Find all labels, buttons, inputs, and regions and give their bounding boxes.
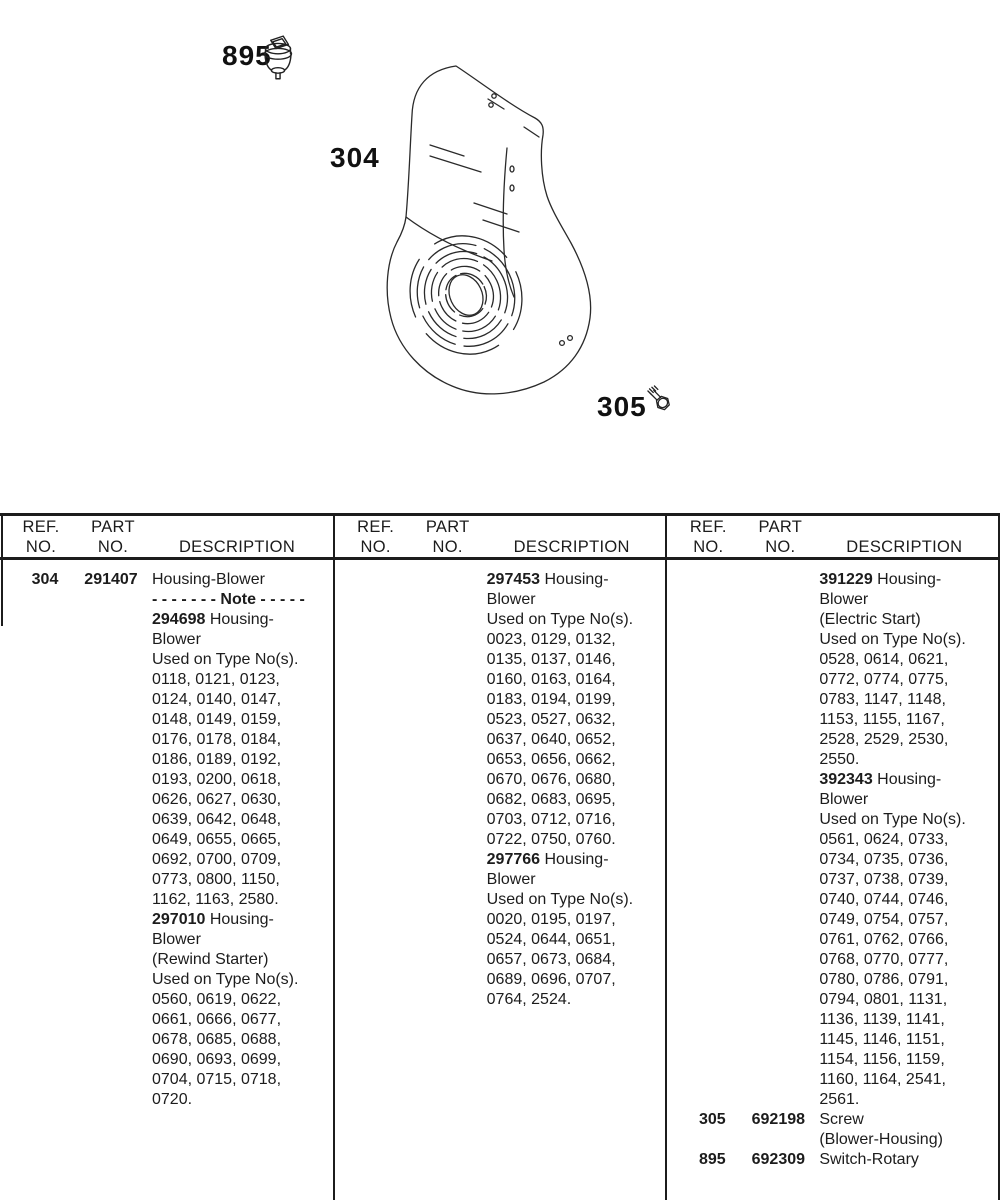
description-line: 0764, 2524. xyxy=(486,991,572,1008)
description-line: (Blower-Housing) xyxy=(819,1131,943,1148)
description-line: Used on Type No(s). xyxy=(152,971,299,988)
description-line: 0561, 0624, 0733, xyxy=(819,831,949,848)
description-header: DESCRIPTION xyxy=(846,538,963,556)
table-column-3 xyxy=(665,516,998,1200)
inline-part-number: 297766 xyxy=(486,851,541,868)
description-line: 0148, 0149, 0159, xyxy=(152,711,282,728)
description-line: 0734, 0735, 0736, xyxy=(819,851,949,868)
description-line: 0626, 0627, 0630, xyxy=(152,791,282,808)
description-line: 0722, 0750, 0760. xyxy=(486,831,616,848)
description-cell xyxy=(487,570,666,1010)
description-header: DESCRIPTION xyxy=(178,538,296,556)
description-line: Screw xyxy=(819,1111,864,1128)
description-line: 2550. xyxy=(819,751,860,768)
callout-304-label: 304 xyxy=(330,142,380,173)
entry-row xyxy=(335,570,666,1010)
description-line: 391229 Housing- xyxy=(819,571,942,588)
description-line: 0560, 0619, 0622, xyxy=(152,991,282,1008)
column-header xyxy=(335,516,666,560)
description-line: Used on Type No(s). xyxy=(819,631,966,648)
callout-895-label: 895 xyxy=(222,40,272,71)
description-line: 0783, 1147, 1148, xyxy=(819,691,946,708)
inline-part-number: 391229 xyxy=(819,571,873,588)
description-line: 0135, 0137, 0146, xyxy=(486,651,616,668)
description-line: 0749, 0754, 0757, xyxy=(819,911,949,928)
description-line: 0637, 0640, 0652, xyxy=(486,731,616,748)
description-line: 0692, 0700, 0709, xyxy=(152,851,282,868)
part-no-header xyxy=(417,517,479,557)
description-line: 0193, 0200, 0618, xyxy=(152,771,282,788)
description-line: 2561. xyxy=(819,1091,860,1108)
description-header: DESCRIPTION xyxy=(513,538,630,556)
description-line: Used on Type No(s). xyxy=(152,651,299,668)
description-line: 0528, 0614, 0621, xyxy=(819,651,949,668)
ref-no-header-line2: NO. xyxy=(693,538,724,556)
part-no-header-line1: PART xyxy=(425,518,470,536)
description-line: 0761, 0762, 0766, xyxy=(819,931,949,948)
description-line: 0794, 0801, 1131, xyxy=(819,991,948,1008)
ref-no-header-line1: REF. xyxy=(22,518,60,536)
description-line: 0768, 0770, 0777, xyxy=(819,951,949,968)
entry-row xyxy=(0,570,333,1110)
description-line: 1162, 1163, 2580. xyxy=(152,891,279,908)
column-header xyxy=(0,516,333,560)
description-line: 0653, 0656, 0662, xyxy=(486,751,616,768)
ref-no-cell: 304 xyxy=(31,571,59,588)
description-line: Housing-Blower xyxy=(152,571,265,588)
description-line: 0740, 0744, 0746, xyxy=(819,891,949,908)
column-entries xyxy=(0,560,333,1110)
description-line: 0737, 0738, 0739, xyxy=(819,871,949,888)
description-line: 0704, 0715, 0718, xyxy=(152,1071,282,1088)
part-no-cell xyxy=(411,570,481,1010)
part-no-cell: 291407 xyxy=(84,571,138,588)
table-column-1 xyxy=(0,516,333,1200)
description-line: 294698 Housing- xyxy=(152,611,274,628)
table-columns xyxy=(0,516,998,1200)
description-line: 297010 Housing- xyxy=(152,911,274,928)
part-no-cell xyxy=(743,570,813,1110)
description-line: Blower xyxy=(486,591,536,608)
hex-screw-icon xyxy=(641,383,673,415)
ref-no-cell xyxy=(355,570,405,1010)
ref-no-cell: 895 xyxy=(698,1151,726,1168)
blower-housing-drawing xyxy=(378,55,628,400)
description-line: Used on Type No(s). xyxy=(819,811,966,828)
ref-no-header xyxy=(14,517,68,557)
description-cell xyxy=(819,570,998,1110)
callout-305-label: 305 xyxy=(597,391,647,422)
ref-no-header-line1: REF. xyxy=(357,518,395,536)
part-no-header-line1: PART xyxy=(758,518,803,536)
description-line: 0773, 0800, 1150, xyxy=(152,871,280,888)
description-line: 0703, 0712, 0716, xyxy=(486,811,616,828)
description-line: 1154, 1156, 1159, xyxy=(819,1051,945,1068)
description-line: 0020, 0195, 0197, xyxy=(486,911,616,928)
inline-part-number: 294698 xyxy=(152,611,206,628)
description-line: Switch-Rotary xyxy=(819,1151,919,1168)
description-line: 0176, 0178, 0184, xyxy=(152,731,282,748)
description-line: 0524, 0644, 0651, xyxy=(486,931,616,948)
description-line: 297766 Housing- xyxy=(486,851,609,868)
ref-no-cell xyxy=(687,570,737,1110)
description-line: (Electric Start) xyxy=(819,611,921,628)
part-no-header xyxy=(82,517,144,557)
description-line: Blower xyxy=(819,791,869,808)
ref-no-header-line2: NO. xyxy=(360,538,391,556)
header-separator xyxy=(0,557,998,560)
description-line: 1153, 1155, 1167, xyxy=(819,711,945,728)
ref-no-header-line1: REF. xyxy=(689,518,727,536)
description-line: 0772, 0774, 0775, xyxy=(819,671,949,688)
description-line: 1136, 1139, 1141, xyxy=(819,1011,945,1028)
description-cell xyxy=(819,1110,998,1150)
description-cell xyxy=(152,570,333,1110)
description-line: 0523, 0527, 0632, xyxy=(486,711,616,728)
parts-table xyxy=(0,513,1000,1200)
entry-row xyxy=(667,1110,998,1150)
ref-no-header-line2: NO. xyxy=(25,538,57,556)
inline-part-number: 297010 xyxy=(152,911,206,928)
ref-no-header xyxy=(681,517,735,557)
table-column-2 xyxy=(333,516,666,1200)
column-entries xyxy=(335,560,666,1010)
description-line: 0682, 0683, 0695, xyxy=(486,791,616,808)
description-line: 1160, 1164, 2541, xyxy=(819,1071,946,1088)
part-no-header-line2: NO. xyxy=(765,538,796,556)
description-line: 0649, 0655, 0665, xyxy=(152,831,282,848)
description-line: 2528, 2529, 2530, xyxy=(819,731,949,748)
description-line: 0118, 0121, 0123, xyxy=(152,671,280,688)
description-line: 0183, 0194, 0199, xyxy=(486,691,616,708)
description-line: Used on Type No(s). xyxy=(486,611,634,628)
description-line: 0689, 0696, 0707, xyxy=(486,971,616,988)
entry-row xyxy=(667,1150,998,1170)
description-line: - - - - - - - Note - - - - - xyxy=(152,591,305,608)
description-line: (Rewind Starter) xyxy=(152,951,269,968)
entry-row xyxy=(667,570,998,1110)
description-line: 1145, 1146, 1151, xyxy=(819,1031,945,1048)
description-line: Blower xyxy=(486,871,536,888)
inline-part-number: 297453 xyxy=(486,571,541,588)
description-line: Blower xyxy=(152,931,201,948)
description-line: 297453 Housing- xyxy=(486,571,609,588)
column-header xyxy=(667,516,998,560)
part-no-header-line1: PART xyxy=(91,518,135,536)
ref-no-header xyxy=(349,517,403,557)
description-line: 0720. xyxy=(152,1091,193,1108)
description-line: 0661, 0666, 0677, xyxy=(152,1011,282,1028)
description-line: 0639, 0642, 0648, xyxy=(152,811,282,828)
description-line: 0678, 0685, 0688, xyxy=(152,1031,282,1048)
part-no-header xyxy=(749,517,811,557)
part-no-header-line2: NO. xyxy=(97,538,129,556)
ref-no-cell: 305 xyxy=(698,1111,726,1128)
description-line: 0657, 0673, 0684, xyxy=(486,951,616,968)
description-line: 0023, 0129, 0132, xyxy=(486,631,616,648)
inline-part-number: 392343 xyxy=(819,771,873,788)
column-entries xyxy=(667,560,998,1170)
part-no-header-line2: NO. xyxy=(432,538,463,556)
description-line: 0670, 0676, 0680, xyxy=(486,771,616,788)
description-line: 392343 Housing- xyxy=(819,771,942,788)
rotary-switch-icon xyxy=(256,33,300,85)
description-line: Used on Type No(s). xyxy=(486,891,634,908)
description-line: 0780, 0786, 0791, xyxy=(819,971,949,988)
part-no-cell: 692309 xyxy=(751,1151,806,1168)
description-line: Blower xyxy=(819,591,869,608)
description-line: 0160, 0163, 0164, xyxy=(486,671,616,688)
description-line: 0690, 0693, 0699, xyxy=(152,1051,282,1068)
part-no-cell: 692198 xyxy=(751,1111,806,1128)
description-cell xyxy=(819,1150,998,1170)
description-line: 0186, 0189, 0192, xyxy=(152,751,282,768)
description-line: 0124, 0140, 0147, xyxy=(152,691,282,708)
description-line: Blower xyxy=(152,631,201,648)
